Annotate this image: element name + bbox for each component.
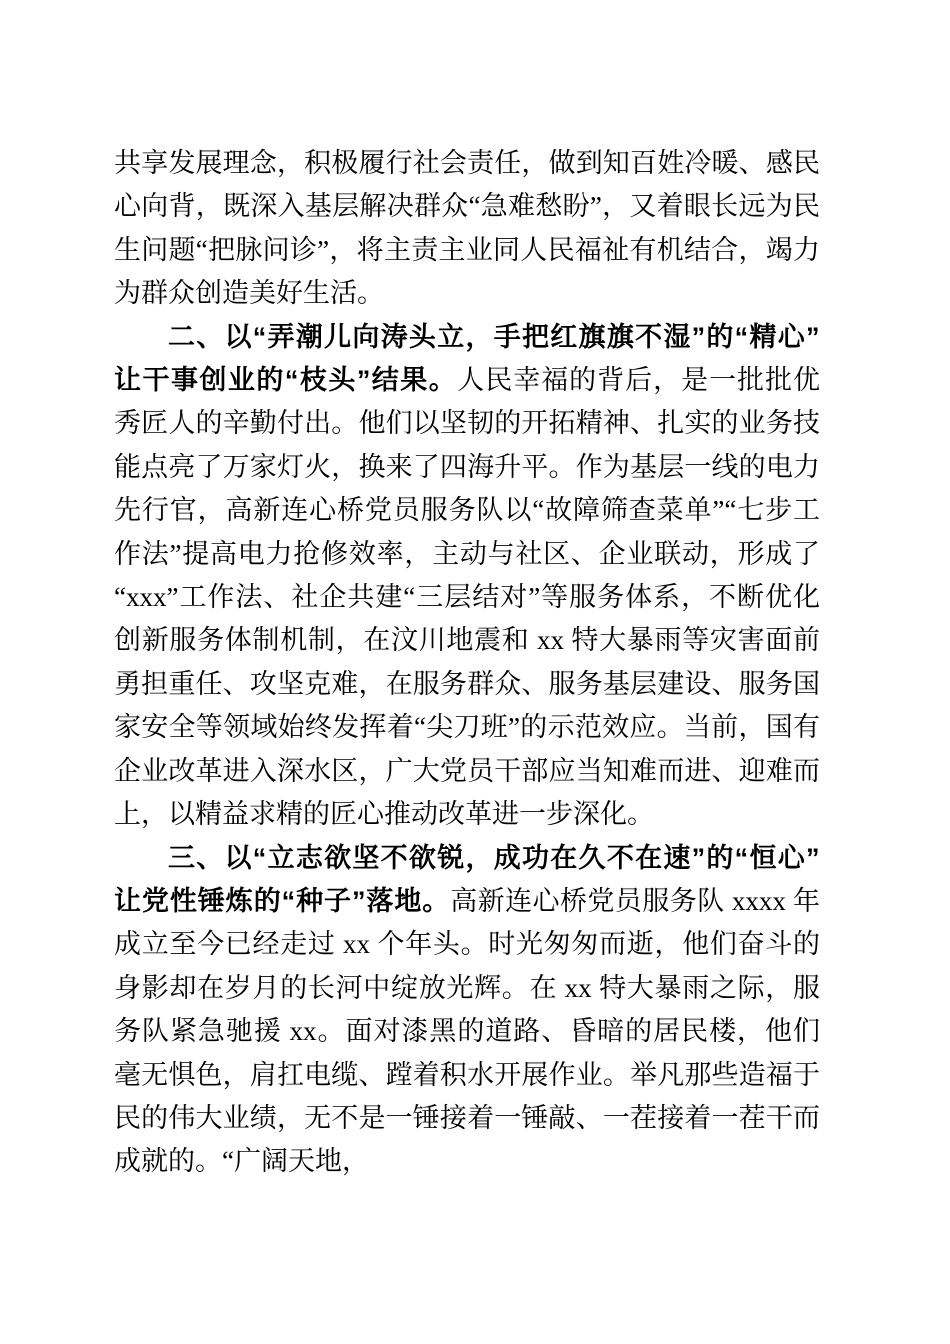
section-2-body-text: 人民幸福的背后，是一批批优秀匠人的辛勤付出。他们以坚韧的开拓精神、扎实的业务技能点亮了万家灯火，换来了四海升平。作为基层一线的电力先行官，高新连心桥党员服务队以“故障筛查菜单”“七步工作法”提高电力抢修效率，主动与社区、企业联动，形成了“xxx”工作法、社企共建“三层结对”等服务体系，不断优化创新服务体制机制，在汶川地震和 xx 特大暴雨等灾害面前勇担重任、攻坚克难，在服务群众、服务基层建设、服务国家安全等领域始终发挥着“尖刀班”的示范效应。当前，国有企业改革进入深水区，广大党员干部应当知难而进、迎难而上，以精益求精的匠心推动改革进一步深化。 [114,365,821,830]
paragraph-continuation-text: 共享发展理念，积极履行社会责任，做到知百姓冷暖、感民心向背，既深入基层解决群众“急难愁盼”，又着眼长远为民生问题“把脉问诊”，将主责主业同人民福祉有机结合，竭力为群众创造美好生活。 [114,148,820,309]
paragraph-section-2 [114,316,820,837]
paragraph-section-3 [114,837,820,1184]
section-2-heading: 二、以“弄潮儿向涛头立，手把红旗旗不湿”的“精心”让干事创业的“枝头”结果。 [114,321,820,396]
section-3-heading: 三、以“立志欲坚不欲锐，成功在久不在速”的“恒心”让党性锤炼的“种子”落地。 [114,842,820,916]
paragraph-continuation [114,142,820,316]
section-3-body-text: 高新连心桥党员服务队 xxxx 年成立至今已经走过 xx 个年头。时光匆匆而逝，他们奋斗的身影却在岁月的长河中绽放光辉。在 xx 特大暴雨之际，服务队紧急驰援 xx。面对漆黑的道路、昏暗的居民楼，他们毫无惧色，肩扛电缆、蹚着积水开展作业。举凡那些造福于民的伟大业绩，无不是一锤接着一锤敲、一茬接着一茬干而成就的。“广阔天地， [114,885,821,1177]
document-text-block [114,142,820,1184]
